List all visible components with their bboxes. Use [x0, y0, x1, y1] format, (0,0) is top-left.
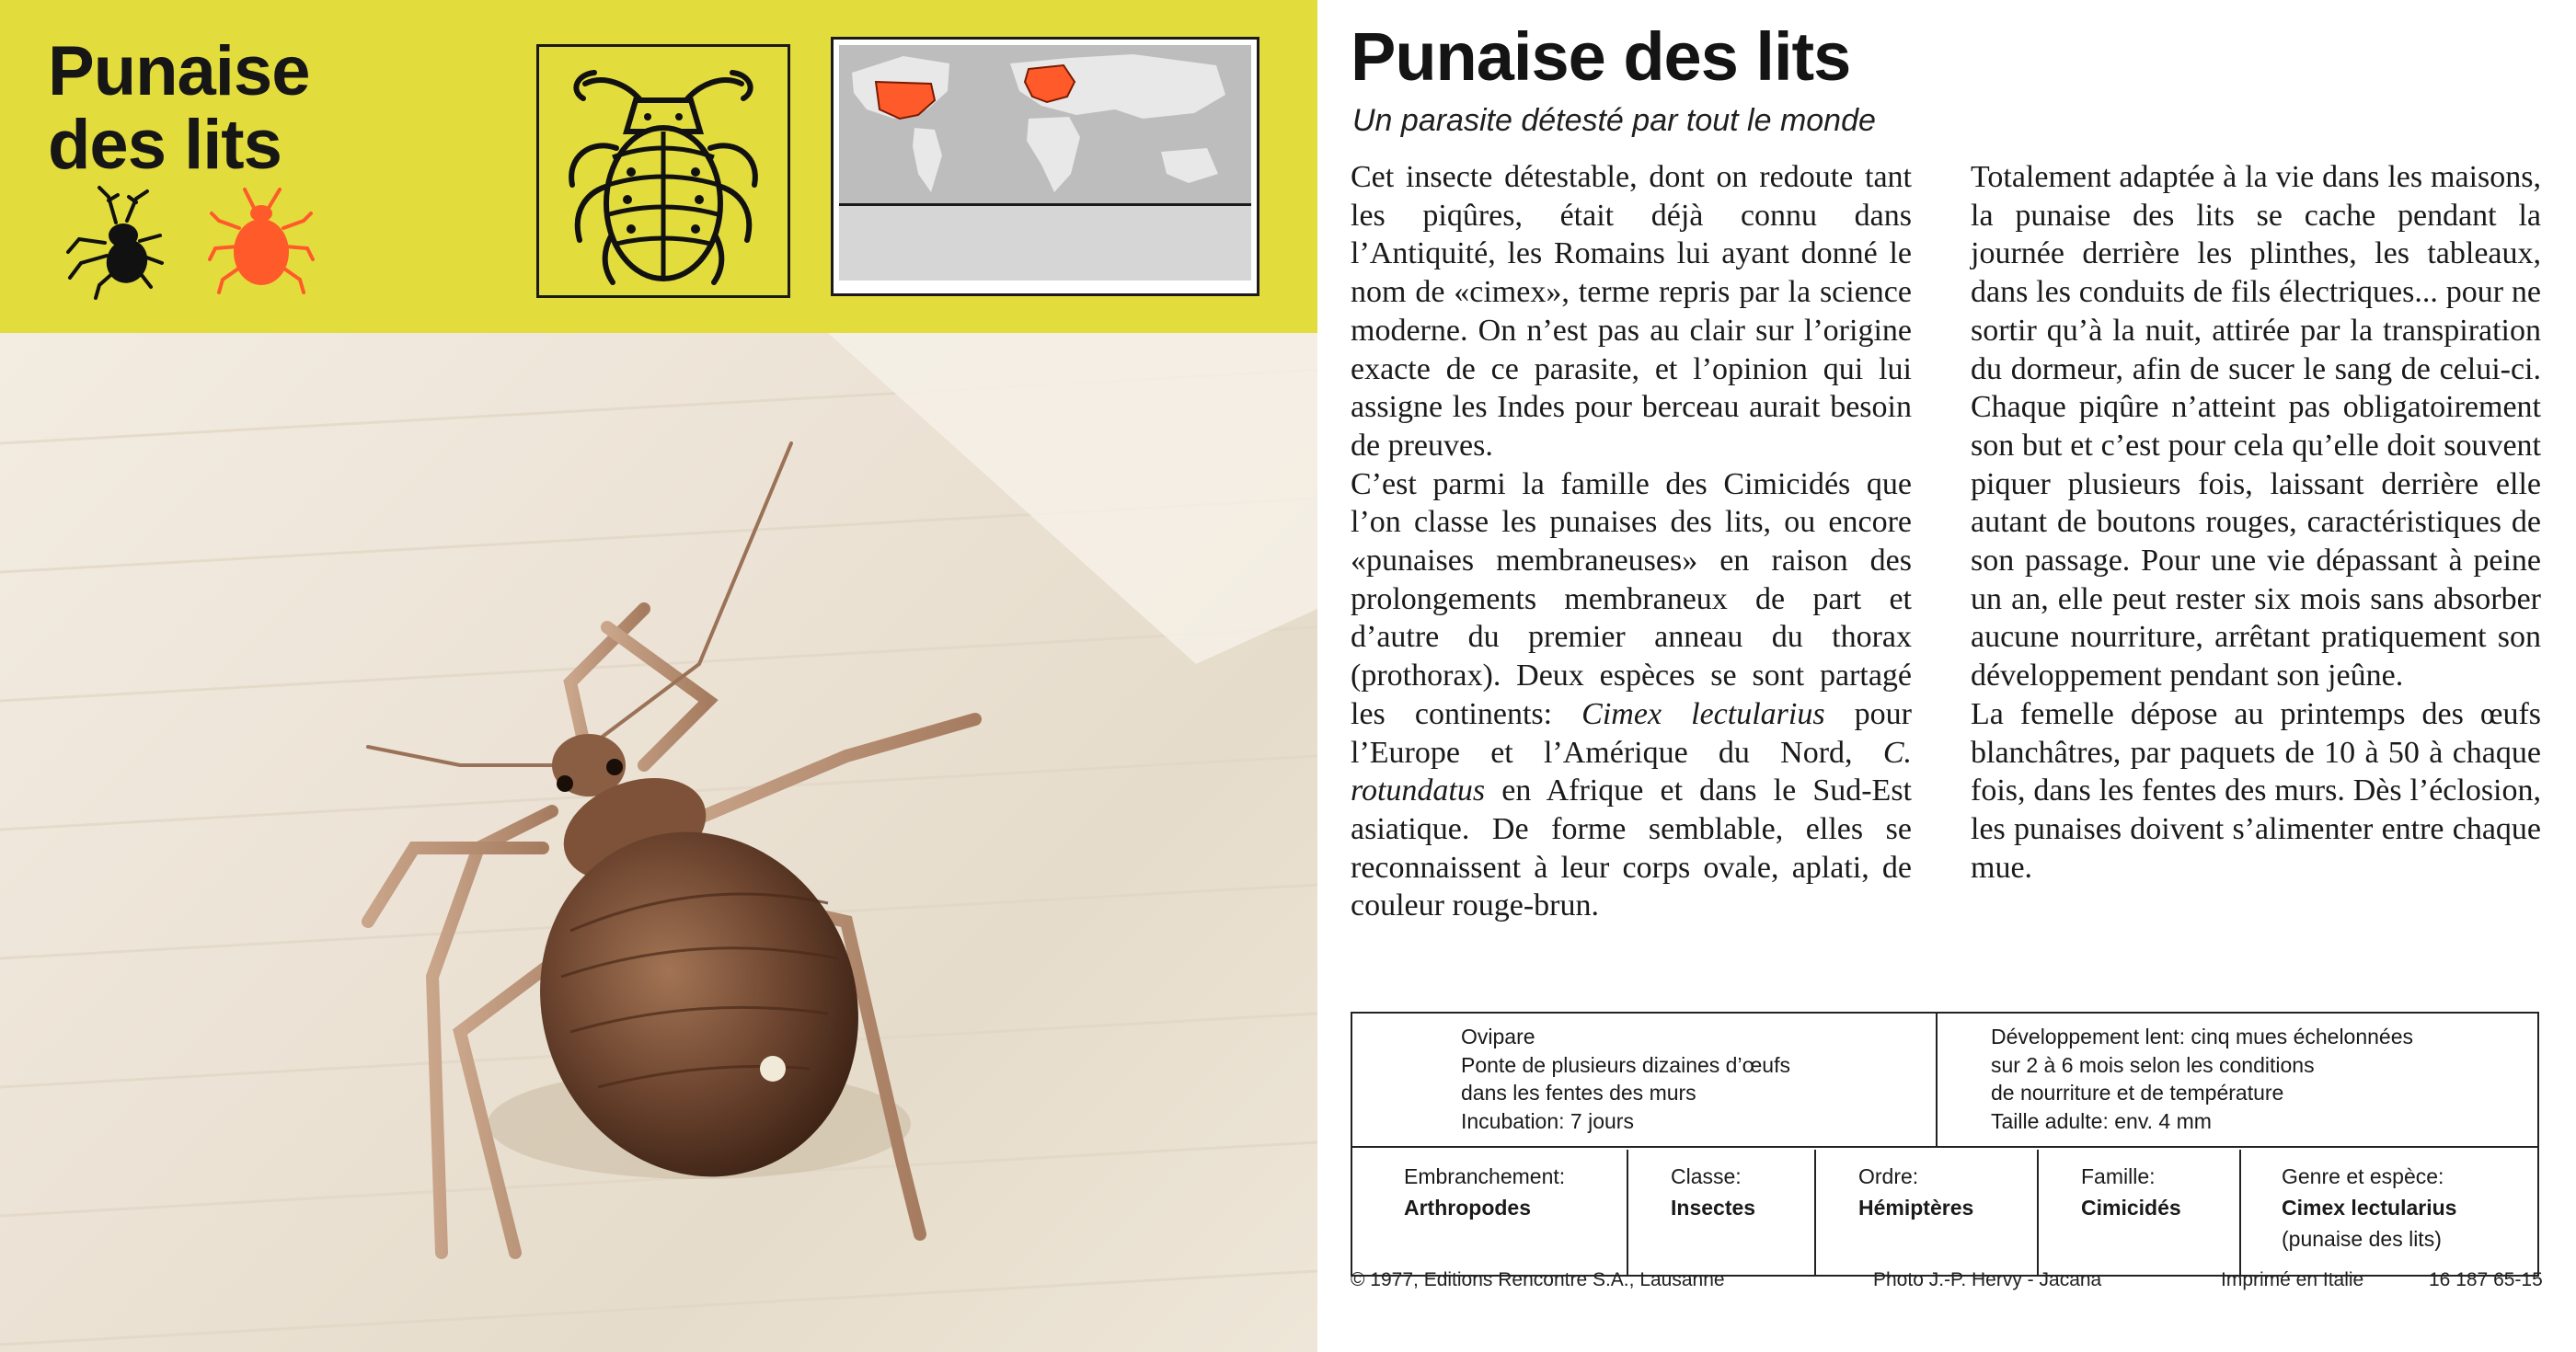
- classification-text-a: C’est parmi la famille des Cimicidés que l’on classe les punaises des lits, ou encore «punaises membraneuses» en raison des prolongements membraneux de part et d’autre du premier anneau du thorax (prothorax). Deux espèces se sont partagé les continents:: [1351, 466, 1912, 731]
- taxonomy-embranchement: [1352, 1150, 1628, 1275]
- article-subtitle: Un parasite détesté par tout le monde: [1352, 103, 1876, 138]
- dev-line: Développement lent: cinq mues échelonnées: [1991, 1025, 2414, 1048]
- europe-range: [1025, 65, 1075, 102]
- card-title: [48, 32, 324, 184]
- beetle-icon: [59, 182, 169, 302]
- footer-printed: Imprimé en Italie: [2221, 1269, 2364, 1290]
- map-legend-strip: [839, 203, 1251, 281]
- text-column-right: [1971, 158, 2541, 887]
- tax-value: Arthropodes: [1404, 1196, 1531, 1220]
- tax-note: (punaise des lits): [2282, 1227, 2442, 1251]
- right-card: [1317, 0, 2576, 1352]
- world-map: [839, 45, 1251, 203]
- taxonomy-ordre: [1816, 1150, 2039, 1275]
- tax-value: Hémiptères: [1858, 1196, 1974, 1220]
- tax-label: Famille:: [2081, 1164, 2156, 1188]
- taxonomy-row: [1352, 1150, 2537, 1275]
- bug-icon: [206, 180, 316, 300]
- tax-label: Genre et espèce:: [2282, 1164, 2444, 1188]
- development-info: [1991, 1023, 2413, 1135]
- paragraph-reproduction: La femelle dépose au printemps des œufs blanchâtres, par paquets de 10 à 50 à chaque fois, dans les fentes des murs. Dès l’éclosion, les punaises doivent s’alimenter entre chaque mue.: [1971, 696, 2541, 885]
- taxonomy-famille: [2039, 1150, 2241, 1275]
- tax-label: Classe:: [1671, 1164, 1742, 1188]
- tax-value: Cimicidés: [2081, 1196, 2181, 1220]
- info-table: [1351, 1012, 2539, 1277]
- tax-value: Cimex lectularius: [2282, 1196, 2457, 1220]
- emblem-box: [536, 44, 790, 298]
- tax-value: Insectes: [1671, 1196, 1756, 1220]
- info-biology-row: [1352, 1014, 2537, 1148]
- paragraph-habits: Totalement adaptée à la vie dans les maisons, la punaise des lits se cache pendant la journée derrière les plinthes, les tableaux, dans les conduits de fils électriques... pour ne sortir qu’à la nuit, attirée par la transpiration du dormeur, afin de sucer le sang de celui-ci. Chaque piqûre n’atteint pas obligatoirement son but et c’est pour cela qu’elle doit souvent piquer plusieurs fois, laissant derrière elle autant de boutons rouges, caractéristiques de son passage. Pour une vie dépassant à peine un an, elle peut rester six mois sans absorber aucune nourriture, arrêtant pratiquement son développement pendant son jeûne.: [1971, 160, 2541, 693]
- repro-line: Incubation: 7 jours: [1461, 1108, 1634, 1133]
- species-name-1: Cimex lectularius: [1581, 696, 1825, 731]
- paragraph-classification: [1351, 465, 1912, 925]
- header-band: [0, 0, 1317, 333]
- reproduction-info: [1461, 1023, 1790, 1135]
- footer-code: 16 187 65-15: [2429, 1269, 2543, 1290]
- dev-line: Taille adulte: env. 4 mm: [1991, 1108, 2212, 1133]
- card-title-line1: Punaise: [48, 32, 310, 110]
- footer-copyright: © 1977, Editions Rencontre S.A., Lausanne: [1351, 1269, 1725, 1290]
- bedbug-photo: [0, 333, 1317, 1352]
- footer: [1351, 1269, 2543, 1297]
- info-divider: [1936, 1014, 1938, 1148]
- distribution-map: [831, 37, 1259, 296]
- card-title-line2: des lits: [48, 106, 282, 184]
- bedbug-illustration: [0, 333, 1317, 1352]
- text-column-left: [1351, 158, 1912, 925]
- repro-line: Ovipare: [1461, 1025, 1535, 1048]
- bedbug-emblem-icon: [539, 47, 788, 295]
- taxonomy-genre: [2241, 1150, 2537, 1275]
- species-name-2: C. rotundatus: [1351, 735, 1912, 808]
- dev-line: de nourriture et de température: [1991, 1081, 2284, 1105]
- repro-line: Ponte de plusieurs dizaines d’œufs: [1461, 1052, 1790, 1077]
- paragraph-origin: Cet insecte détestable, dont on redoute tant les piqûres, était déjà connu dans l’Antiquité, les Romains lui ayant donné le nom de «cimex», terme repris par la science moderne. On n’est pas au clair sur l’origine exacte de ce parasite, et l’opinion qui lui assigne les Indes pour berceau aurait besoin de preuves.: [1351, 160, 1912, 463]
- article-title: Punaise des lits: [1351, 18, 1851, 95]
- tax-label: Embranchement:: [1404, 1164, 1566, 1188]
- classification-text-c: en Afrique et dans le Sud-Est asiatique. De forme semblable, elles se reconnaissent à leur corps ovale, aplati, de couleur rouge-brun.: [1351, 773, 1912, 923]
- tax-label: Ordre:: [1858, 1164, 1919, 1188]
- repro-line: dans les fentes des murs: [1461, 1081, 1696, 1105]
- footer-photo-credit: Photo J.-P. Hervy - Jacana: [1873, 1269, 2102, 1290]
- classification-text-b: pour l’Europe et l’Amérique du Nord,: [1351, 696, 1912, 770]
- world-map-shapes: [839, 45, 1251, 203]
- taxonomy-classe: [1628, 1150, 1816, 1275]
- dev-line: sur 2 à 6 mois selon les conditions: [1991, 1052, 2315, 1077]
